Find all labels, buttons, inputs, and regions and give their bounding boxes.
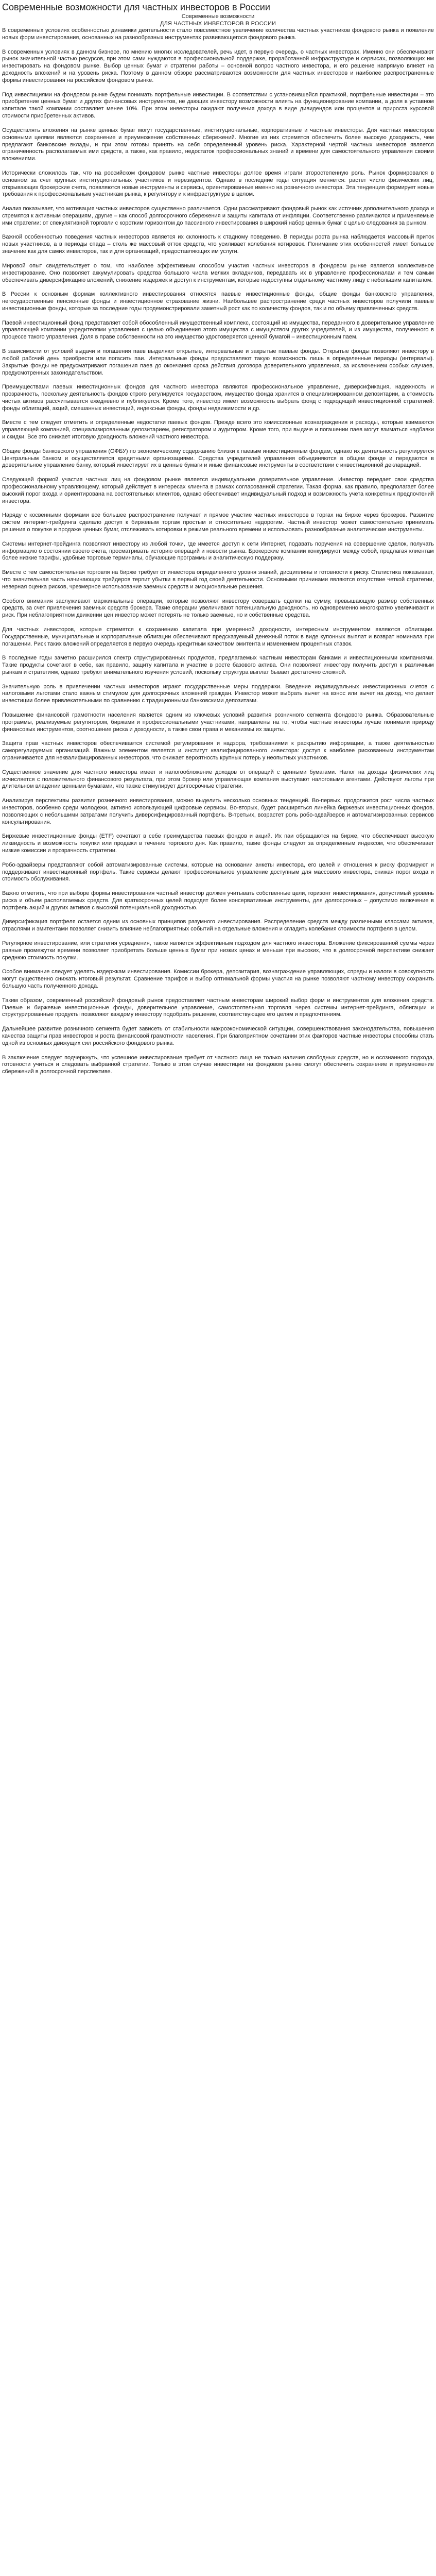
paragraph: Паевой инвестиционный фонд представляет собой обособленный имущественный комплекс, состоящий из имущества, переданного в доверительное управление управляющей компании учредителями управления с целью объединения этого имущества с имуществом других учредителей, и из имущества, полученного в процессе такого управления. Доля в праве собственности на это имущество удостоверяется ценной бумагой – инвестиционным паем. [2, 319, 434, 341]
paragraph: В заключение следует подчеркнуть, что успешное инвестирование требует от частного лица не только наличия свободных средств, но и осознанного подхода, готовности учиться и следовать выбранной стратегии. Только в этом случае инвестиции на фондовом рынке смогут обеспечить сохранение и приумножение сбережений в долгосрочной перспективе. [2, 1054, 434, 1075]
paragraph: Системы интернет-трейдинга позволяют инвестору из любой точки, где имеется доступ к сети Интернет, подавать поручения на совершение сделок, получать информацию о состоянии своего счета, просматривать историю операций и новости рынка. Брокерские компании конкурируют между собой, предлагая клиентам более низкие тарифы, удобные торговые терминалы, обучающие программы и аналитическую поддержку. [2, 540, 434, 562]
paragraph: Важно отметить, что при выборе формы инвестирования частный инвестор должен учитывать собственные цели, горизонт инвестирования, допустимый уровень риска и объем располагаемых средств. Для краткосрочных целей подходят более консервативные инструменты, для долгосрочных – допустимо включение в портфель акций и других активов с высокой потенциальной доходностью. [2, 890, 434, 911]
paragraph: Анализируя перспективы развития розничного инвестирования, можно выделить несколько основных тенденций. Во-первых, продолжится рост числа частных инвесторов, особенно среди молодежи, активно использующей цифровые сервисы. Во-вторых, будет расширяться линейка биржевых инвестиционных фондов, позволяющих с небольшими затратами получить диверсифицированный портфель. В-третьих, возрастет роль робо-эдвайзеров и автоматизированных сервисов консультирования. [2, 798, 434, 825]
paragraph: Следующей формой участия частных лиц на фондовом рынке является индивидуальное доверительное управление. Инвестор передает свои средства профессиональному управляющему, который действует в интересах клиента в рамках согласованной стратегии. Такая форма, как правило, предполагает более высокий порог входа и ориентирована на состоятельных клиентов, однако обеспечивает индивидуальный подход и возможность учета конкретных предпочтений инвестора. [2, 477, 434, 504]
article-subtitle: Современные возможности [181, 13, 255, 20]
paragraph: Преимуществами паевых инвестиционных фондов для частного инвестора являются профессиональное управление, диверсификация, надежность и прозрачность, поскольку деятельность фондов строго регулируется государством, имущество фонда хранится в специализированном депозитарии, а стоимость чистых активов рассчитывается ежедневно и публикуется. Кроме того, инвестор имеет возможность выбрать фонд с подходящей инвестиционной стратегией: фонды облигаций, акций, смешанных инвестиций, индексные фонды, фонды недвижимости и др. [2, 384, 434, 412]
paragraph: В России к основным формам коллективного инвестирования относятся паевые инвестиционные фонды, общие фонды банковского управления, негосударственные пенсионные фонды и инвестиционное страхование жизни. Наибольшее распространение среди частных инвесторов получили паевые инвестиционные фонды, которые за последние годы продемонстрировали заметный рост как по количеству фондов, так и по объему привлеченных средств. [2, 291, 434, 312]
paragraph: Диверсификация портфеля остается одним из основных принципов разумного инвестирования. Распределение средств между различными классами активов, отраслями и эмитентами позволяет снизить влияние неблагоприятных событий на отдельные вложения и сгладить колебания стоимости портфеля в целом. [2, 919, 434, 933]
paragraph: Дальнейшее развитие розничного сегмента будет зависеть от стабильности макроэкономической ситуации, совершенствования законодательства, повышения качества защиты прав инвесторов и роста финансовой грамотности населения. При благоприятном сочетании этих факторов частные инвесторы способны стать одной из основных движущих сил российского фондового рынка. [2, 1026, 434, 1046]
paragraph: Исторически сложилось так, что на российском фондовом рынке частные инвесторы долгое время играли второстепенную роль. Рынок формировался в основном за счет крупных институциональных участников и нерезидентов. Однако в последние годы ситуация меняется: растет число физических лиц, открывающих брокерские счета, появляются новые инструменты и сервисы, ориентированные именно на розничного инвестора. Эта тенденция формирует новые требования к профессиональным участникам рынка, к регулятору и к инфраструктуре в целом. [2, 170, 434, 198]
paragraph: Значительную роль в привлечении частных инвесторов играют государственные меры поддержки. Введение индивидуальных инвестиционных счетов с налоговыми льготами стало важным стимулом для долгосрочных вложений граждан. Инвестор может выбрать вычет на взнос или вычет на доход, что делает инвестиции более привлекательными по сравнению с традиционными банковскими депозитами. [2, 683, 434, 704]
paragraph: Регулярное инвестирование, или стратегия усреднения, также является эффективным подходом для частного инвестора. Вложение фиксированной суммы через равные промежутки времени позволяет приобретать больше ценных бумаг при низких ценах и меньше при высоких, что в долгосрочной перспективе снижает среднюю стоимость покупки. [2, 940, 434, 961]
paragraph: В последние годы заметно расширился спектр структурированных продуктов, предлагаемых частным инвесторам банками и инвестиционными компаниями. Такие продукты сочетают в себе, как правило, защиту капитала и участие в росте базового актива. Они позволяют инвестору получить доступ к различным рынкам и стратегиям, однако требуют внимательного изучения условий, поскольку структура выплат бывает достаточно сложной. [2, 655, 434, 675]
paragraph: Таким образом, современный российский фондовый рынок предоставляет частным инвесторам широкий выбор форм и инструментов для вложения средств. Паевые и биржевые инвестиционные фонды, доверительное управление, самостоятельная торговля через системы интернет-трейдинга, облигации и структурированные продукты позволяют каждому инвестору подобрать решение, соответствующее его целям и предпочтениям. [2, 997, 434, 1018]
article-title: Современные возможности для частных инвесторов в России [2, 2, 270, 12]
paragraph: Особое внимание следует уделять издержкам инвестирования. Комиссии брокера, депозитария, вознаграждение управляющих, спреды и налоги в совокупности могут существенно снижать итоговый результат. Сравнение тарифов и выбор оптимальной формы участия на рынке позволяют частному инвестору сохранить большую часть полученного дохода. [2, 969, 434, 990]
paragraph: Вместе с тем самостоятельная торговля на бирже требует от инвестора определенного уровня знаний, дисциплины и готовности к риску. Статистика показывает, что значительная часть начинающих трейдеров терпит убытки в первый год своей деятельности. Основными причинами являются отсутствие четкой стратегии, неверная оценка рисков, чрезмерное использование заемных средств и эмоциональные решения. [2, 569, 434, 590]
paragraph: Биржевые инвестиционные фонды (ETF) сочетают в себе преимущества паевых фондов и акций. Их паи обращаются на бирже, что обеспечивает высокую ликвидность и возможность покупки или продажи в течение торгового дня. Как правило, такие фонды следуют за определенным индексом, что обеспечивает низкие комиссии и прозрачность стратегии. [2, 833, 434, 854]
paragraph: Наряду с косвенными формами все большее распространение получает и прямое участие частных инвесторов в торгах на бирже через брокеров. Развитие систем интернет-трейдинга сделало доступ к биржевым торгам простым и относительно недорогим. Частный инвестор может самостоятельно принимать решения о покупке и продаже ценных бумаг, отслеживать котировки в режиме реального времени и использовать разнообразные аналитические инструменты. [2, 512, 434, 533]
paragraph: Существенное значение для частного инвестора имеет и налогообложение доходов от операций с ценными бумагами. Налог на доходы физических лиц исчисляется с положительного финансового результата, при этом брокер или управляющая компания выступают налоговыми агентами. Действуют льготы при длительном владении ценными бумагами, что также стимулирует долгосрочные стратегии. [2, 769, 434, 790]
paragraph: Защита прав частных инвесторов обеспечивается системой регулирования и надзора, требованиями к раскрытию информации, а также деятельностью саморегулируемых организаций. Важным элементом является и институт квалифицированного инвестора: доступ к наиболее рискованным инструментам ограничивается для неквалифицированных инвесторов, что снижает вероятность крупных потерь у неопытных участников. [2, 740, 434, 761]
paragraph: В современных условиях особенностью динамики деятельности стало повсеместное увеличение количества частных участников фондового рынка и появление новых форм инвестирования, основанных на разнообразных инструментах развивающегося фондового рынка. [2, 27, 434, 41]
paragraph: Общие фонды банковского управления (ОФБУ) по экономическому содержанию близки к паевым инвестиционным фондам, однако их деятельность регулируется Центральным банком и осуществляется кредитными организациями. Средства учредителей управления объединяются в общем фонде и передаются в доверительное управление банку, который инвестирует их в ценные бумаги и иные финансовые инструменты в соответствии с инвестиционной декларацией. [2, 448, 434, 469]
paragraph: Под инвестициями на фондовом рынке будем понимать портфельные инвестиции. В соответствии с установившейся практикой, портфельные инвестиции – это приобретение ценных бумаг и других финансовых инструментов, не дающих инвестору возможности влиять на функционирование компании, а доля в уставном капитале такой компании составляет менее 10%. При этом инвесторы ожидают получения дохода в виде дивидендов или процентов и прироста курсовой стоимости приобретенных активов. [2, 91, 434, 120]
paragraph: Вместе с тем следует отметить и определенные недостатки паевых фондов. Прежде всего это комиссионные вознаграждения и расходы, которые взимаются управляющей компанией, специализированным депозитарием, регистратором и аудитором. Кроме того, при выдаче и погашении паев могут взиматься надбавки и скидки. Все это снижает итоговую доходность вложений частного инвестора. [2, 419, 434, 440]
article-body [2, 27, 434, 1076]
article-subtitle-caps: ДЛЯ ЧАСТНЫХ ИНВЕСТОРОВ В РОССИИ [160, 21, 276, 27]
paragraph: Осуществлять вложения на рынке ценных бумаг могут государственные, институциональные, корпоративные и частные инвесторы. Для частных инвесторов основными целями являются сохранение и приумножение собственных сбережений. Многие из них стремятся обеспечить более высокую доходность, чем предлагают банковские вклады, и при этом готовы принять на себя определенный уровень риска. Характерной чертой частных инвесторов является ограниченность располагаемых ими средств, а также, как правило, недостаток профессиональных знаний и времени для самостоятельного управления своими вложениями. [2, 127, 434, 162]
article [0, 0, 436, 1086]
paragraph: Особого внимания заслуживают маржинальные операции, которые позволяют инвестору совершать сделки на сумму, превышающую размер собственных средств, за счет привлечения заемных средств брокера. Такие операции увеличивают потенциальную доходность, но одновременно многократно увеличивают и риск. При неблагоприятном движении цен инвестор может потерять не только заемные, но и собственные средства. [2, 598, 434, 619]
paragraph: Для частных инвесторов, которые стремятся к сохранению капитала при умеренной доходности, интересным инструментом являются облигации. Государственные, муниципальные и корпоративные облигации обеспечивают предсказуемый денежный поток в виде купонных выплат и возврат номинала при погашении. Риск таких вложений определяется в первую очередь кредитным качеством эмитента и изменением процентных ставок. [2, 626, 434, 647]
paragraph: Повышение финансовой грамотности населения является одним из ключевых условий развития розничного сегмента фондового рынка. Образовательные программы, реализуемые регулятором, биржами и профессиональными участниками, направлены на то, чтобы частные инвесторы лучше понимали природу финансовых инструментов, соотношение риска и доходности, а также свои права и механизмы их защиты. [2, 712, 434, 733]
paragraph: Важной особенностью поведения частных инвесторов является их склонность к стадному поведению. В периоды роста рынка наблюдается массовый приток новых участников, а в периоды спада – столь же массовый отток средств, что усиливает колебания котировок. Понимание этих особенностей имеет большое значение как для самих инвесторов, так и для организаций, предоставляющих им услуги. [2, 234, 434, 255]
paragraph: В зависимости от условий выдачи и погашения паев выделяют открытые, интервальные и закрытые паевые фонды. Открытые фонды позволяют инвестору в любой рабочий день приобрести или погасить паи. Интервальные фонды предоставляют такую возможность лишь в определенные периоды (интервалы). Закрытые фонды не предусматривают погашения паев до окончания срока действия договора доверительного управления, за исключением особых случаев, предусмотренных законодательством. [2, 348, 434, 376]
paragraph: В современных условиях в данном бизнесе, по мнению многих исследователей, речь идет, в первую очередь, о частных инвесторах. Именно они обеспечивают рынок значительной частью ресурсов, при этом сами нуждаются в профессиональной поддержке, проработанной инфраструктуре и сервисах, позволяющих им инвестировать на фондовом рынке. Выбор ценных бумаг и стратегии работы – основной вопрос частного инвестора, и его решение напрямую влияет на доходность вложений и на уровень риска. Поэтому в данном обзоре рассматриваются возможности для частных инвесторов и наиболее распространенные формы инвестирования на российском фондовом рынке. [2, 48, 434, 83]
paragraph: Мировой опыт свидетельствует о том, что наиболее эффективным способом участия частных инвесторов в фондовом рынке является коллективное инвестирование. Оно позволяет аккумулировать средства большого числа мелких вкладчиков, передавать их в управление профессионалам и тем самым обеспечивать диверсификацию вложений, снижение издержек и доступ к инструментам, которые недоступны отдельному частному лицу с небольшим капиталом. [2, 262, 434, 283]
paragraph: Анализ показывает, что мотивация частных инвесторов существенно различается. Одни рассматривают фондовый рынок как источник дополнительного дохода и стремятся к активным операциям, другие – как способ долгосрочного сбережения и защиты капитала от инфляции. Соответственно различаются и применяемые ими стратегии: от спекулятивной торговли с коротким горизонтом до пассивного инвестирования в широкий набор ценных бумаг с целью следования за рынком. [2, 206, 434, 226]
paragraph: Робо-эдвайзеры представляют собой автоматизированные системы, которые на основании анкеты инвестора, его целей и отношения к риску формируют и поддерживают инвестиционный портфель. Такие сервисы делают профессиональное управление доступным для массового инвестора, снижая порог входа и стоимость обслуживания. [2, 861, 434, 883]
